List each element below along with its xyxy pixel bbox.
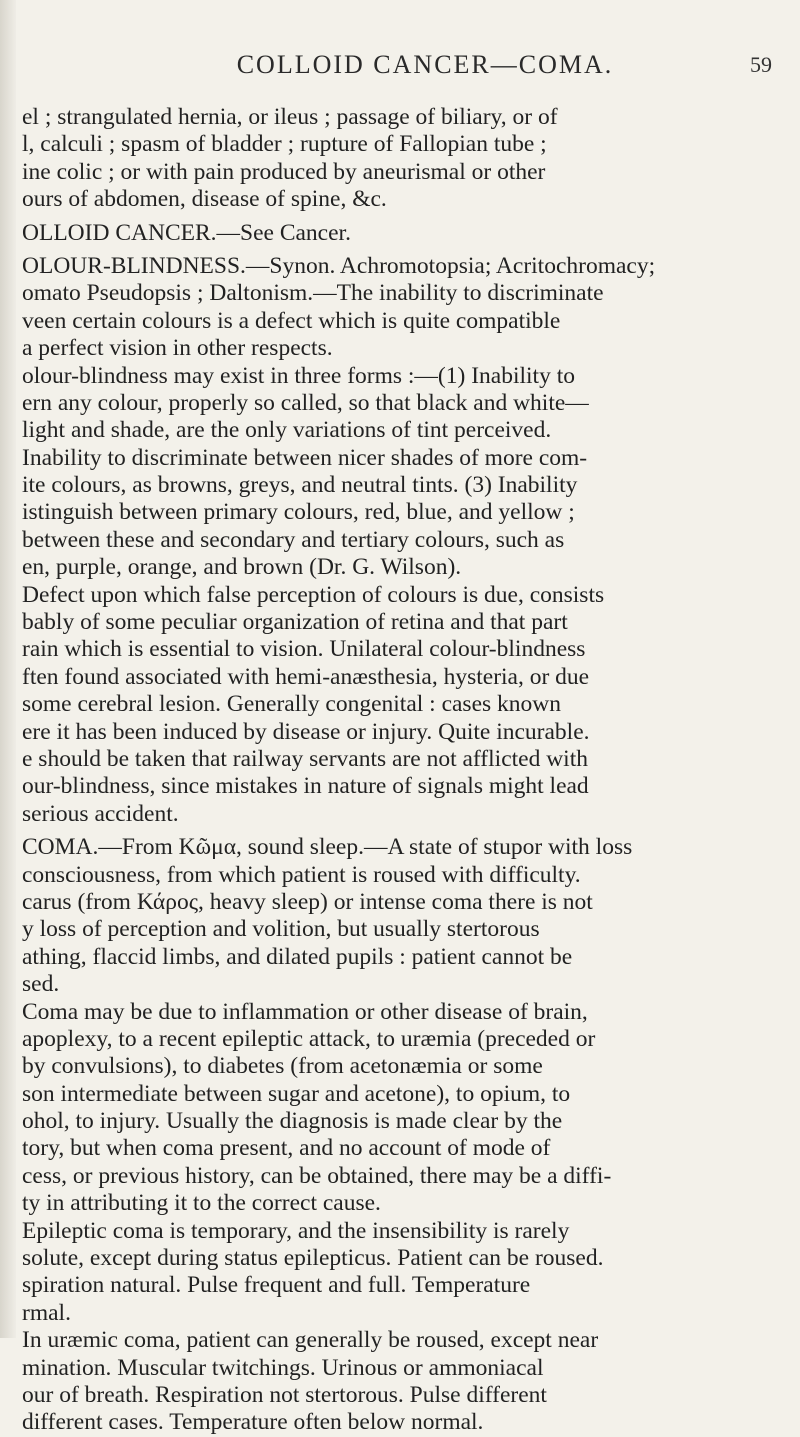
text-line: veen certain colours is a defect which is quite compatible (22, 307, 561, 334)
text-line: Inability to discriminate between nicer shades of more com- (22, 444, 588, 471)
text-line: carus (from Κάρος, heavy sleep) or intense coma there is not (22, 888, 593, 915)
text-line: en, purple, orange, and brown (Dr. G. Wilson). (22, 554, 462, 581)
text-line: y loss of perception and volition, but usually stertorous (22, 916, 540, 943)
text-line: a perfect vision in other respects. (22, 335, 333, 362)
text-line: ite colours, as browns, greys, and neutral tints. (3) Inability (22, 472, 578, 499)
text-line: ften found associated with hemi-anæsthesia, hysteria, or due (22, 663, 590, 690)
text-line: l, calculi ; spasm of bladder ; rupture of Fallopian tube ; (22, 131, 547, 158)
text-line: Epileptic coma is temporary, and the insensibility is rarely (22, 1217, 570, 1244)
text-line: consciousness, from which patient is roused with difficulty. (22, 861, 581, 888)
text-line: athing, flaccid limbs, and dilated pupils : patient cannot be (22, 943, 573, 970)
running-title: COLLOID CANCER—COMA. (236, 50, 614, 79)
text-line: our of breath. Respiration not stertorous. Pulse different (22, 1381, 547, 1408)
text-line: OLLOID CANCER.—See Cancer. (22, 219, 351, 246)
text-line: different cases. Temperature often below normal. (22, 1409, 484, 1436)
text-line: olour-blindness may exist in three forms :—(1) Inability to (22, 362, 575, 389)
text-line: COMA.—From Κῶμα, sound sleep.—A state of stupor with loss (22, 834, 633, 861)
text-line: rain which is essential to vision. Unilateral colour-blindness (22, 636, 586, 663)
text-line: In uræmic coma, patient can generally be roused, except near (22, 1327, 599, 1354)
text-line: sed. (22, 971, 60, 998)
body-text (22, 104, 780, 1437)
text-line: Defect upon which false perception of colours is due, consists (22, 581, 605, 608)
page-gutter-shadow (0, 0, 16, 1338)
text-line: omato Pseudopsis ; Daltonism.—The inability to discriminate (22, 280, 604, 307)
text-line: OLOUR-BLINDNESS.—Synon. Achromotopsia; Acritochromacy; (22, 252, 656, 279)
text-line: cess, or previous history, can be obtained, there may be a diffi- (22, 1162, 612, 1189)
text-line: tory, but when coma present, and no account of mode of (22, 1135, 551, 1162)
text-line: light and shade, are the only variations of tint perceived. (22, 417, 552, 444)
text-line: apoplexy, to a recent epileptic attack, to uræmia (preceded or (22, 1025, 596, 1052)
page-number: 59 (750, 52, 772, 77)
text-line: istinguish between primary colours, red, blue, and yellow ; (22, 499, 575, 526)
text-line: bably of some peculiar organization of retina and that part (22, 609, 568, 636)
text-line: spiration natural. Pulse frequent and full. Temperature (22, 1272, 531, 1299)
text-line: between these and secondary and tertiary colours, such as (22, 526, 565, 553)
text-line: ine colic ; or with pain produced by aneurismal or other (22, 158, 546, 185)
text-line: rmal. (22, 1299, 71, 1326)
text-line: Coma may be due to inflammation or other disease of brain, (22, 998, 588, 1025)
text-line: solute, except during status epilepticus. Patient can be roused. (22, 1245, 604, 1272)
text-line: our-blindness, since mistakes in nature of signals might lead (22, 773, 589, 800)
text-line: mination. Muscular twitchings. Urinous or ammoniacal (22, 1354, 544, 1381)
text-line: ours of abdomen, disease of spine, &c. (22, 186, 387, 213)
page-header (0, 50, 800, 90)
text-line: serious accident. (22, 800, 179, 827)
text-line: ohol, to injury. Usually the diagnosis is made clear by the (22, 1108, 563, 1135)
text-line: some cerebral lesion. Generally congenital : cases known (22, 691, 561, 718)
text-line: ere it has been induced by disease or injury. Quite incurable. (22, 718, 590, 745)
text-line: by convulsions), to diabetes (from acetonæmia or some (22, 1053, 543, 1080)
text-line: ern any colour, properly so called, so that black and white— (22, 389, 589, 416)
text-line: e should be taken that railway servants are not afflicted with (22, 745, 588, 772)
text-line: ty in attributing it to the correct cause. (22, 1190, 381, 1217)
text-line: son intermediate between sugar and acetone), to opium, to (22, 1080, 571, 1107)
text-line: el ; strangulated hernia, or ileus ; passage of biliary, or of (22, 104, 558, 130)
